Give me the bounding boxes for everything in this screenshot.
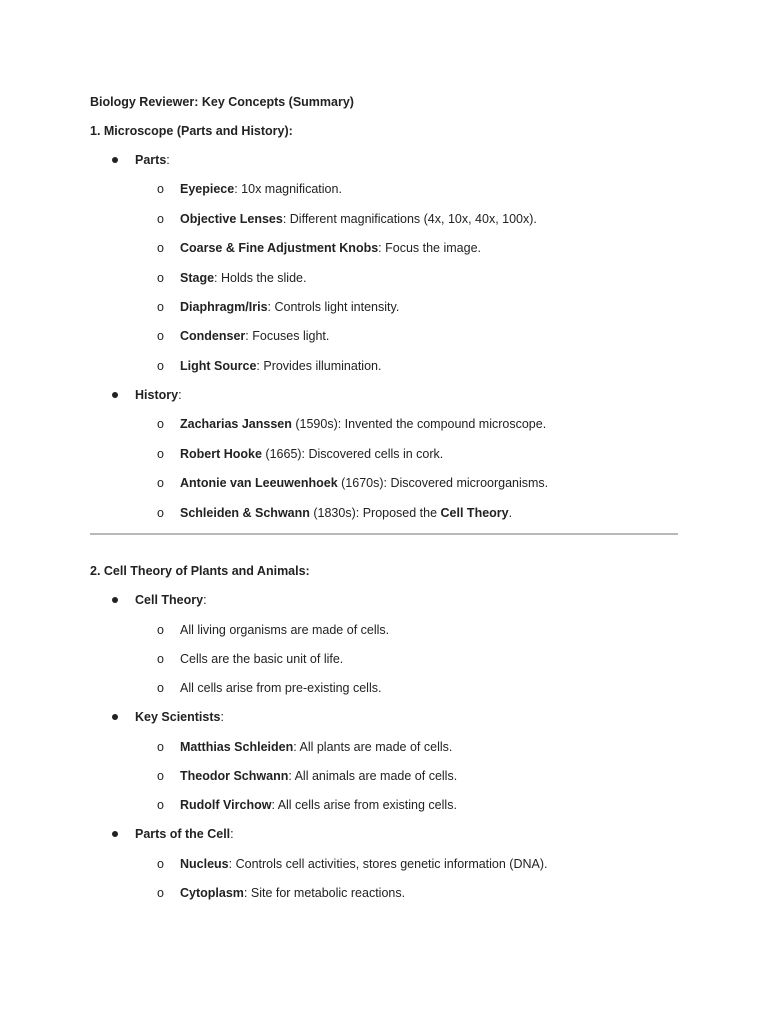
list-item: All cells arise from pre-existing cells. (180, 681, 382, 695)
cell-theory-label-line: Cell Theory: (135, 593, 207, 607)
key-scientists-label-line: Key Scientists: (135, 710, 224, 724)
history-label-line: History: (135, 388, 182, 402)
sub-bullet-marker: o (157, 476, 164, 490)
list-item: Matthias Schleiden: All plants are made of cells. (180, 740, 453, 754)
list-item: Cytoplasm: Site for metabolic reactions. (180, 886, 406, 900)
sub-bullet-marker: o (157, 271, 164, 285)
sub-bullet-marker: o (157, 506, 164, 520)
sub-bullet-marker: o (157, 417, 164, 431)
sub-bullet-marker: o (157, 652, 164, 666)
sub-bullet-marker: o (157, 212, 164, 226)
cell-theory-label: Cell Theory (135, 593, 204, 607)
bullet-dot (112, 714, 118, 720)
sub-bullet-marker: o (157, 359, 164, 373)
sub-bullet-marker: o (157, 447, 164, 461)
sub-bullet-marker: o (157, 329, 164, 343)
list-item: Schleiden & Schwann (1830s): Proposed the Cell Theory. (180, 506, 513, 520)
bullet-dot (112, 597, 118, 603)
parts-of-cell-label-line: Parts of the Cell: (135, 827, 234, 841)
bullet-dot (112, 157, 118, 163)
list-item: Stage: Holds the slide. (180, 271, 307, 285)
list-item: Nucleus: Controls cell activities, stores genetic information (DNA). (180, 857, 548, 871)
history-label: History (135, 388, 179, 402)
document-title: Biology Reviewer: Key Concepts (Summary) (90, 95, 354, 109)
parts-label: Parts (135, 153, 167, 167)
list-item: All living organisms are made of cells. (180, 623, 390, 637)
list-item: Light Source: Provides illumination. (180, 359, 382, 373)
list-item: Condenser: Focuses light. (180, 329, 330, 343)
list-item: Robert Hooke (1665): Discovered cells in cork. (180, 447, 444, 461)
bullet-dot (112, 831, 118, 837)
sub-bullet-marker: o (157, 886, 164, 900)
parts-label-line: Parts: (135, 153, 170, 167)
list-item: Eyepiece: 10x magnification. (180, 182, 342, 196)
sub-bullet-marker: o (157, 241, 164, 255)
list-item: Cells are the basic unit of life. (180, 652, 344, 666)
horizontal-divider (90, 533, 678, 535)
sub-bullet-marker: o (157, 857, 164, 871)
sub-bullet-marker: o (157, 769, 164, 783)
sub-bullet-marker: o (157, 681, 164, 695)
parts-of-cell-label: Parts of the Cell (135, 827, 231, 841)
section-2-heading: 2. Cell Theory of Plants and Animals: (90, 564, 310, 578)
sub-bullet-marker: o (157, 300, 164, 314)
sub-bullet-marker: o (157, 182, 164, 196)
list-item: Theodor Schwann: All animals are made of cells. (180, 769, 458, 783)
list-item: Rudolf Virchow: All cells arise from existing cells. (180, 798, 457, 812)
list-item: Antonie van Leeuwenhoek (1670s): Discovered microorganisms. (180, 476, 549, 490)
key-scientists-label: Key Scientists (135, 710, 221, 724)
list-item: Zacharias Janssen (1590s): Invented the compound microscope. (180, 417, 547, 431)
section-1-heading: 1. Microscope (Parts and History): (90, 124, 293, 138)
bullet-dot (112, 392, 118, 398)
list-item: Diaphragm/Iris: Controls light intensity. (180, 300, 400, 314)
sub-bullet-marker: o (157, 740, 164, 754)
list-item: Objective Lenses: Different magnifications (4x, 10x, 40x, 100x). (180, 212, 537, 226)
sub-bullet-marker: o (157, 798, 164, 812)
list-item: Coarse & Fine Adjustment Knobs: Focus the image. (180, 241, 481, 255)
sub-bullet-marker: o (157, 623, 164, 637)
